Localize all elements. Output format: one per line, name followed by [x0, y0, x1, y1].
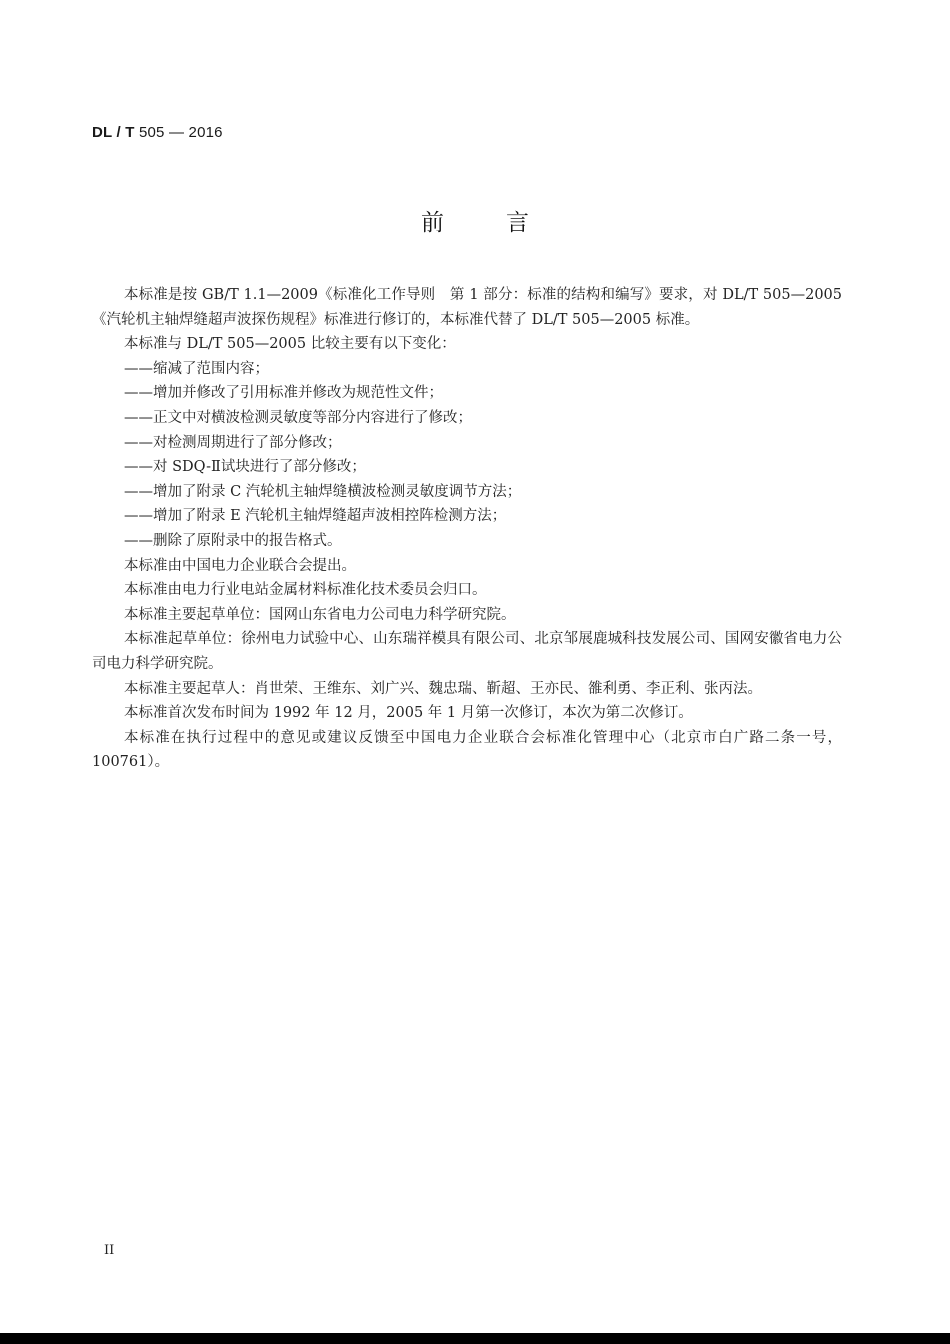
paragraph-proposer: 本标准由中国电力企业联合会提出。 — [124, 557, 356, 574]
standard-code-prefix: DL / T — [92, 124, 135, 141]
change-item: ——对检测周期进行了部分修改； — [124, 434, 342, 451]
paragraph-main-drafting-unit: 本标准主要起草单位：国网山东省电力公司电力科学研究院。 — [124, 606, 516, 623]
change-item: ——增加了附录 C 汽轮机主轴焊缝横波检测灵敏度调节方法； — [124, 483, 522, 500]
paragraph-intro: 本标准是按 GB/T 1.1—2009《标准化工作导则 第 1 部分：标准的结构和编写》要求，对 DL/T 505—2005《汽轮机主轴焊缝超声波探伤规程》标准进行修订的，本标准代替了 DL/T 505—2005 标准。 — [92, 287, 842, 328]
paragraph-history: 本标准首次发布时间为 1992 年 12 月，2005 年 1 月第一次修订，本次为第二次修订。 — [124, 705, 693, 722]
page-number: II — [104, 1243, 115, 1258]
paragraph-feedback: 本标准在执行过程中的意见或建议反馈至中国电力企业联合会标准化管理中心（北京市白广路二条一号，100761）。 — [92, 729, 842, 771]
paragraph-drafting-units: 本标准起草单位：徐州电力试验中心、山东瑞祥模具有限公司、北京邹展鹿城科技发展公司、国网安徽省电力公司电力科学研究院。 — [92, 631, 842, 672]
page-title: 前言 — [421, 210, 591, 236]
standard-code — [92, 124, 223, 141]
change-item: ——对 SDQ-Ⅱ试块进行了部分修改； — [124, 459, 366, 476]
change-item: ——删除了原附录中的报告格式。 — [124, 532, 342, 549]
change-item: ——增加了附录 E 汽轮机主轴焊缝超声波相控阵检测方法； — [124, 508, 507, 525]
bottom-border — [0, 1333, 950, 1344]
standard-code-number: 505 — 2016 — [134, 124, 223, 141]
change-item: ——缩减了范围内容； — [124, 360, 269, 377]
paragraph-drafters: 本标准主要起草人：肖世荣、王维东、刘广兴、魏忠瑞、靳超、王亦民、雒利勇、李正利、张丙法。 — [124, 680, 762, 697]
paragraph-changes-lead: 本标准与 DL/T 505—2005 比较主要有以下变化： — [124, 336, 456, 353]
change-item: ——正文中对横波检测灵敏度等部分内容进行了修改； — [124, 409, 472, 426]
paragraph-committee: 本标准由电力行业电站金属材料标准化技术委员会归口。 — [124, 582, 487, 599]
change-item: ——增加并修改了引用标准并修改为规范性文件； — [124, 385, 443, 402]
preface-body — [92, 283, 842, 775]
